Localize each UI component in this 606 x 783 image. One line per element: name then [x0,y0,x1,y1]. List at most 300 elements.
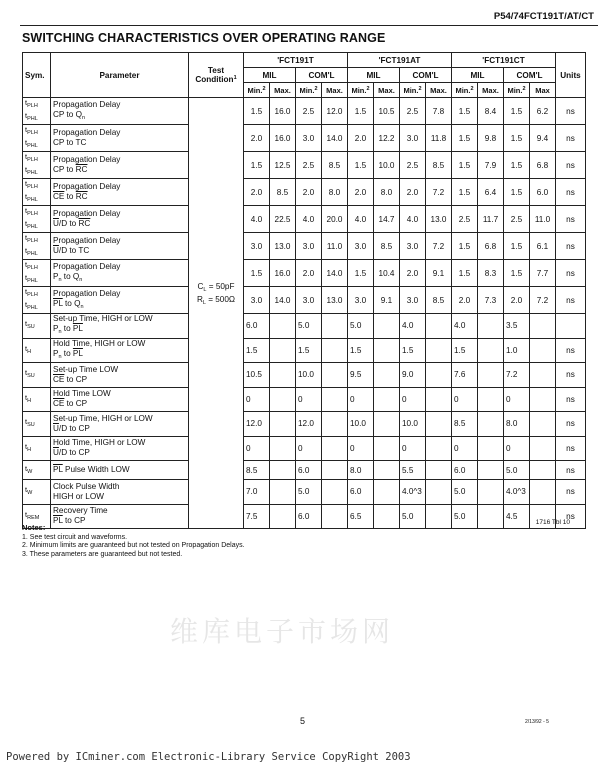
value-cell [322,206,348,233]
symbol-base: t [25,273,28,282]
value: 0 [506,443,511,453]
text: CP to Q [53,109,82,119]
value: 4.0^3 [402,487,422,497]
value: 10.0 [378,160,395,170]
symbol-base: t [25,206,28,215]
symbol-base: t [25,111,28,120]
symbol-subscript: PLH [27,184,38,190]
text: /D to TC [58,246,90,255]
note-2: 2. Minimum limits are guaranteed but not tested on Propagation Delays. [22,542,245,549]
value-cell [478,179,504,206]
parameter-name: Hold Time, HIGH or LOW [53,438,146,448]
value-cell [270,206,296,233]
subscript: n [58,353,62,360]
value-cell [374,338,400,363]
units: ns [556,412,586,437]
symbol-subscript: PHL [27,143,38,149]
value-cell [504,287,530,314]
value-cell [530,436,556,461]
symbol [23,436,51,461]
value-cell [296,152,322,179]
value: 2.0 [510,295,523,305]
parameter [51,338,189,363]
value-cell [322,233,348,260]
value-cell [400,461,426,480]
value: 22.5 [274,214,291,224]
value: 1.5 [458,160,471,170]
header-test-condition [189,53,244,98]
parameter [51,387,189,412]
value: 0 [402,394,407,404]
table-row [23,233,586,260]
value-cell [374,480,400,505]
symbol [23,98,51,125]
value-cell [530,287,556,314]
units: ns [556,504,586,529]
symbol-base: t [25,417,28,427]
units: ns [556,98,586,125]
value: 2.5 [458,214,471,224]
value: 0 [454,394,459,404]
value: 5.0 [454,511,466,521]
value: 3.0 [302,241,315,251]
value: 8.5 [432,295,445,305]
value: 6.0 [246,321,258,331]
symbol-subscript: SU [27,373,35,380]
units: ns [556,338,586,363]
value-cell [400,338,426,363]
table-row [23,206,586,233]
units: ns [556,387,586,412]
units: ns [556,260,586,287]
value-cell [452,125,478,152]
value-cell [400,314,426,339]
symbol-base: t [25,152,28,161]
value-cell [478,436,504,461]
header-rule [20,25,598,26]
symbol [23,125,51,152]
header-min: Min.$^2$ [452,83,478,98]
value-cell [504,233,530,260]
value-cell [504,363,530,388]
value-cell [400,480,426,505]
units: ns [556,480,586,505]
value-cell [400,412,426,437]
value-cell [504,504,530,529]
value-cell [348,436,374,461]
value: 2.0 [354,133,367,143]
value: 4.0 [250,214,263,224]
value-cell [348,412,374,437]
value-cell [296,461,322,480]
value: 8.0 [380,187,393,197]
symbol-base: t [25,233,28,242]
value: 5.0 [298,321,310,331]
value-cell [478,260,504,287]
symbol-base: t [25,192,28,201]
value-cell [504,125,530,152]
overbar-text: $\overline{RC}$ [78,219,91,228]
value: 6.8 [484,241,497,251]
value: 2.5 [406,106,419,116]
value-cell [322,314,348,339]
value: 1.5 [298,345,310,355]
value-cell [296,387,322,412]
value: 2.0 [406,187,419,197]
value: 13.0 [430,214,447,224]
value-cell [452,233,478,260]
value-cell [244,363,270,388]
symbol [23,179,51,206]
value-cell [348,260,374,287]
value: 4.0 [402,321,414,331]
value: 7.7 [536,268,549,278]
value: 12.0 [298,419,314,429]
value-cell [374,206,400,233]
value: 4.0 [302,214,315,224]
value-cell [426,233,452,260]
value-cell [530,412,556,437]
value: 5.0 [402,511,414,521]
value-cell [374,461,400,480]
value-cell [452,436,478,461]
value: 6.5 [350,511,362,521]
header-min: Min.$^2$ [296,83,322,98]
value-cell [374,233,400,260]
value-cell [348,98,374,125]
value-cell [270,260,296,287]
value-cell [322,436,348,461]
text: to CP [64,374,88,384]
parameter [51,436,189,461]
value-cell [296,233,322,260]
value: 1.5 [250,160,263,170]
value: 11.8 [430,133,447,143]
symbol [23,412,51,437]
symbol [23,287,51,314]
value-cell [244,98,270,125]
parameter [51,260,189,287]
value-cell [426,480,452,505]
value: 8.5 [380,241,393,251]
value: 10.5 [378,106,395,116]
value: 0 [506,394,511,404]
value: 3.0 [406,241,419,251]
cl-value: = 50pF [206,282,235,291]
symbol [23,233,51,260]
header-min: Min.$^2$ [400,83,426,98]
text: /D to CP [58,423,90,433]
symbol-subscript: PHL [27,116,38,122]
table-row [23,480,586,505]
value-cell [270,233,296,260]
value-cell [504,412,530,437]
header-device-group: 'FCT191CT [452,53,556,68]
parameter-name: Set-up Time, HIGH or LOW [53,314,153,324]
notes-title: Notes: [22,523,46,532]
subscript: n [81,114,86,121]
value: 8.4 [484,106,497,116]
parameter [51,152,189,179]
value-cell [296,338,322,363]
page-number: 5 [300,716,306,726]
text: to Q [62,298,81,308]
parameter [51,206,189,233]
header-max: Max. [322,83,348,98]
value-cell [374,260,400,287]
value-cell [426,363,452,388]
value-cell [348,387,374,412]
value-cell [452,504,478,529]
value: 1.5 [458,133,471,143]
parameter-name: Propagation Delay [53,128,121,137]
value: 3.5 [506,321,518,331]
value: 13.0 [274,241,291,251]
value-cell [426,436,452,461]
symbol [23,363,51,388]
rl-value: = 500Ω [205,295,236,304]
value: 2.0 [354,187,367,197]
footnote-ref: 2 [262,85,266,92]
table-row [23,260,586,287]
text: to CP [64,399,88,409]
parameter-name: Recovery Time [53,506,108,516]
header-test-condition-label: Test Condition [195,66,234,84]
parameter [51,314,189,339]
value: 1.5 [246,345,258,355]
overbar-text: $\overline{U}$ [53,448,59,458]
value-cell [296,179,322,206]
value: 2.0 [458,295,471,305]
value: 2.0 [302,187,315,197]
value-cell [400,436,426,461]
value: 1.5 [250,106,263,116]
value-cell [270,504,296,529]
parameter-name: Propagation Delay [53,209,121,218]
value-cell [296,504,322,529]
value: 1.5 [510,133,523,143]
value: 1.5 [250,268,263,278]
value-cell [530,387,556,412]
parameter-name: Clock Pulse Width [53,481,120,491]
units: ns [556,287,586,314]
value-cell [400,179,426,206]
value: 12.5 [274,160,291,170]
value-cell [296,260,322,287]
value-cell [426,179,452,206]
value-cell [400,206,426,233]
value-cell [270,125,296,152]
parameter [51,98,189,125]
units [556,314,586,339]
symbol-subscript: H [27,348,32,355]
value: 1.5 [458,268,471,278]
value-cell [322,98,348,125]
value-cell [530,461,556,480]
value: 10.5 [246,370,262,380]
footnote-ref: 2 [418,85,422,92]
value-cell [270,98,296,125]
symbol-subscript: SU [27,422,35,429]
value: 7.2 [536,295,549,305]
value: 1.5 [510,241,523,251]
value-cell [348,504,374,529]
value: 8.5 [276,187,289,197]
value-cell [400,387,426,412]
value: 8.3 [484,268,497,278]
value-cell [452,152,478,179]
value: 2.5 [302,106,315,116]
value-cell [270,412,296,437]
part-number-header: P54/74FCT191T/AT/CT [493,11,594,22]
symbol-subscript: REM [27,514,40,521]
value-cell [478,412,504,437]
value: 1.5 [458,241,471,251]
parameter-name: Propagation Delay [53,182,121,191]
value-cell [478,338,504,363]
overbar-text: $\overline{PL}$ [53,298,63,308]
value-cell [452,206,478,233]
header-units: Units [556,53,586,98]
value-cell [504,179,530,206]
table-row [23,338,586,363]
value: 8.0 [328,187,341,197]
symbol-base: t [25,287,28,296]
value-cell [452,314,478,339]
table-row [23,179,586,206]
value-cell [296,206,322,233]
value-cell [322,260,348,287]
value-cell [322,461,348,480]
text: P [53,271,59,281]
table-row [23,436,586,461]
value: 0 [402,443,407,453]
value: 2.5 [406,160,419,170]
symbol-subscript: W [27,490,33,497]
value-cell [348,125,374,152]
value: 7.5 [246,511,258,521]
value: 11.7 [482,214,499,224]
symbol-base: t [25,260,28,269]
value: 3.0 [302,133,315,143]
header-max: Max. [426,83,452,98]
value: 8.0 [506,419,518,429]
value: 9.8 [484,133,497,143]
value: 11.0 [326,241,343,251]
text: to Q [61,271,80,281]
footnote-ref: 2 [470,85,474,92]
value: 6.0 [350,487,362,497]
value: 6.1 [536,241,549,251]
subscript: n [79,276,83,283]
symbol-subscript: H [27,397,32,404]
value: 7.2 [432,241,445,251]
value-cell [244,480,270,505]
value: 10.0 [298,370,314,380]
value-cell [348,152,374,179]
value: 3.0 [302,295,315,305]
value: 2.0 [302,268,315,278]
header-min: Min.$^2$ [504,83,530,98]
subscript: L [203,287,207,293]
value: 7.9 [484,160,497,170]
value-cell [400,504,426,529]
value-cell [348,363,374,388]
text: CP to TC [53,138,87,147]
value-cell [348,179,374,206]
symbol-base: t [25,485,28,495]
symbol-subscript: PLH [27,157,38,163]
symbol [23,314,51,339]
value: 9.1 [380,295,393,305]
symbol-subscript: W [27,468,33,475]
value-cell [426,314,452,339]
value-cell [296,436,322,461]
header-parameter: Parameter [51,53,189,98]
parameter-name: Set-up Time LOW [53,364,119,374]
text: to CP [62,516,86,526]
value: 6.0 [454,465,466,475]
overbar-text: $\overline{PL}$ [53,516,63,526]
value-cell [322,287,348,314]
symbol-subscript: PHL [27,278,38,284]
value-cell [244,206,270,233]
value: 1.5 [458,106,471,116]
value-cell [530,480,556,505]
value-cell [374,387,400,412]
value: 1.0 [506,345,518,355]
header-range: MIL [244,68,296,83]
value-cell [270,436,296,461]
value-cell [504,98,530,125]
value-cell [426,125,452,152]
test-condition [189,98,244,529]
value: 5.0 [454,487,466,497]
value: 0 [350,394,355,404]
parameter-name: Propagation Delay [53,99,121,109]
value-cell [374,363,400,388]
note-3: 3. These parameters are guaranteed but not tested. [22,550,183,558]
parameter [51,179,189,206]
value: 8.5 [454,419,466,429]
parameter-name: Propagation Delay [53,261,121,271]
value: 8.5 [328,160,341,170]
header-range: COM'L [400,68,452,83]
value: 8.5 [432,160,445,170]
value-cell [478,152,504,179]
value-cell [348,314,374,339]
value-cell [400,125,426,152]
value: 0 [350,443,355,453]
value: 16.0 [274,133,291,143]
text: Pulse Width LOW [62,465,130,474]
value-cell [348,338,374,363]
value: 0 [298,394,303,404]
symbol-base: t [25,392,28,402]
value-cell [452,412,478,437]
value: 3.0 [406,295,419,305]
value-cell [244,387,270,412]
value: 7.0 [246,487,258,497]
value: 0 [298,443,303,453]
switching-characteristics-table [22,52,586,529]
value-cell [530,233,556,260]
value: 12.2 [378,133,395,143]
overbar-text: $\overline{CE}$ [53,192,65,201]
units: ns [556,461,586,480]
header-max: Max [530,83,556,98]
symbol-base: t [25,138,28,147]
